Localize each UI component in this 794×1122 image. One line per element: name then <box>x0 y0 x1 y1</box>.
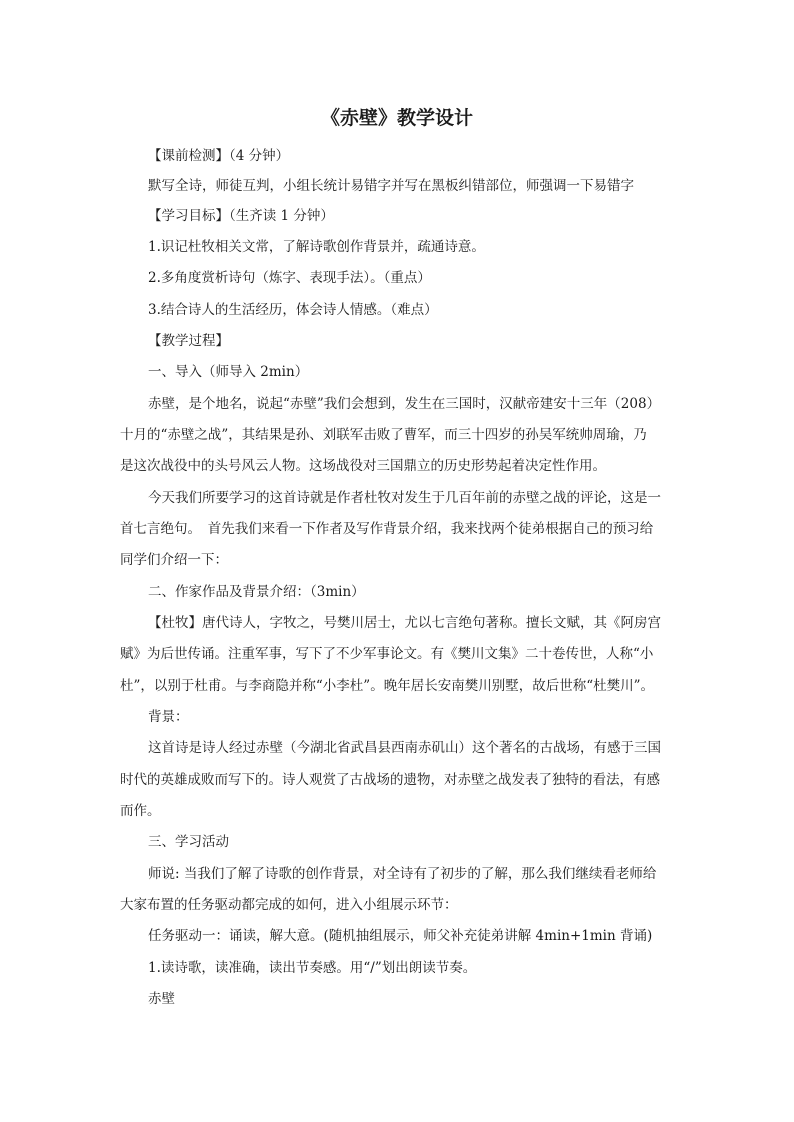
paragraph-line: 杜”，以别于杜甫。与李商隐并称“小李杜”。晚年居长安南樊川别墅，故后世称“杜樊川”。 <box>120 678 655 694</box>
subheading-background: 背景： <box>148 709 189 725</box>
paragraph-line: 赤壁，是个地名，说起“赤壁”我们会想到，发生在三国时，汉献帝建安十三年（208） <box>148 396 661 412</box>
section-heading-teaching-process: 【教学过程】 <box>148 333 229 349</box>
document-title: 《赤壁》教学设计 <box>320 107 473 129</box>
subheading-intro: 一、导入（师导入 2min） <box>148 364 309 380</box>
paragraph-line: 而作。 <box>120 803 161 819</box>
subheading-author-background: 二、作家作品及背景介绍：（3min） <box>148 584 365 600</box>
section-heading-pre-check: 【课前检测】（4 分钟） <box>148 148 290 164</box>
paragraph-line: 默写全诗，师徒互判，小组长统计易错字并写在黑板纠错部位，师强调一下易错字 <box>148 178 634 194</box>
section-heading-learning-goals: 【学习目标】（生齐读 1 分钟） <box>148 208 334 224</box>
goal-item-3: 3.结合诗人的生活经历，体会诗人情感。（难点） <box>148 302 438 318</box>
paragraph-line: 师说: 当我们了解了诗歌的创作背景，对全诗有了初步的了解，那么我们继续看老师给 <box>148 866 657 882</box>
task-item-1: 1.读诗歌，读准确，读出节奏感。用“/”划出朗读节奏。 <box>148 960 477 976</box>
paragraph-line: 赋》为后世传诵。注重军事，写下了不少军事论文。有《樊川文集》二十卷传世，人称“小 <box>120 646 654 662</box>
paragraph-line: 今天我们所要学习的这首诗就是作者杜牧对发生于几百年前的赤壁之战的评论，这是一 <box>148 490 661 506</box>
paragraph-line: 十月的“赤壁之战”，其结果是孙、刘联军击败了曹军，而三十四岁的孙吴军统帅周瑜，乃 <box>120 427 647 443</box>
paragraph-line: 是这次战役中的头号风云人物。这场战役对三国鼎立的历史形势起着决定性作用。 <box>120 458 606 474</box>
paragraph-line: 【杜牧】唐代诗人，字牧之，号樊川居士，尤以七言绝句著称。擅长文赋，其《阿房宫 <box>148 615 661 631</box>
subheading-learning-activity: 三、学习活动 <box>148 834 229 850</box>
paragraph-line: 首七言绝句。 首先我们来看一下作者及写作背景介绍，我来找两个徒弟根据自己的预习给 <box>120 521 654 537</box>
paragraph-line: 这首诗是诗人经过赤壁（今湖北省武昌县西南赤矶山）这个著名的古战场，有感于三国 <box>148 740 661 756</box>
task-heading-1: 任务驱动一：诵读，解大意。(随机抽组展示，师父补充徒弟讲解 4min+1min 背诵) <box>148 928 653 944</box>
poem-title: 赤壁 <box>148 991 175 1007</box>
goal-item-2: 2.多角度赏析诗句（炼字、表现手法）。（重点） <box>148 270 431 286</box>
paragraph-line: 时代的英雄成败而写下的。诗人观赏了古战场的遗物，对赤壁之战发表了独特的看法，有感 <box>120 772 660 788</box>
paragraph-line: 同学们介绍一下： <box>120 552 228 568</box>
goal-item-1: 1.识记杜牧相关文常，了解诗歌创作背景并，疏通诗意。 <box>148 239 485 255</box>
paragraph-line: 大家布置的任务驱动都完成的如何，进入小组展示环节： <box>120 897 458 913</box>
